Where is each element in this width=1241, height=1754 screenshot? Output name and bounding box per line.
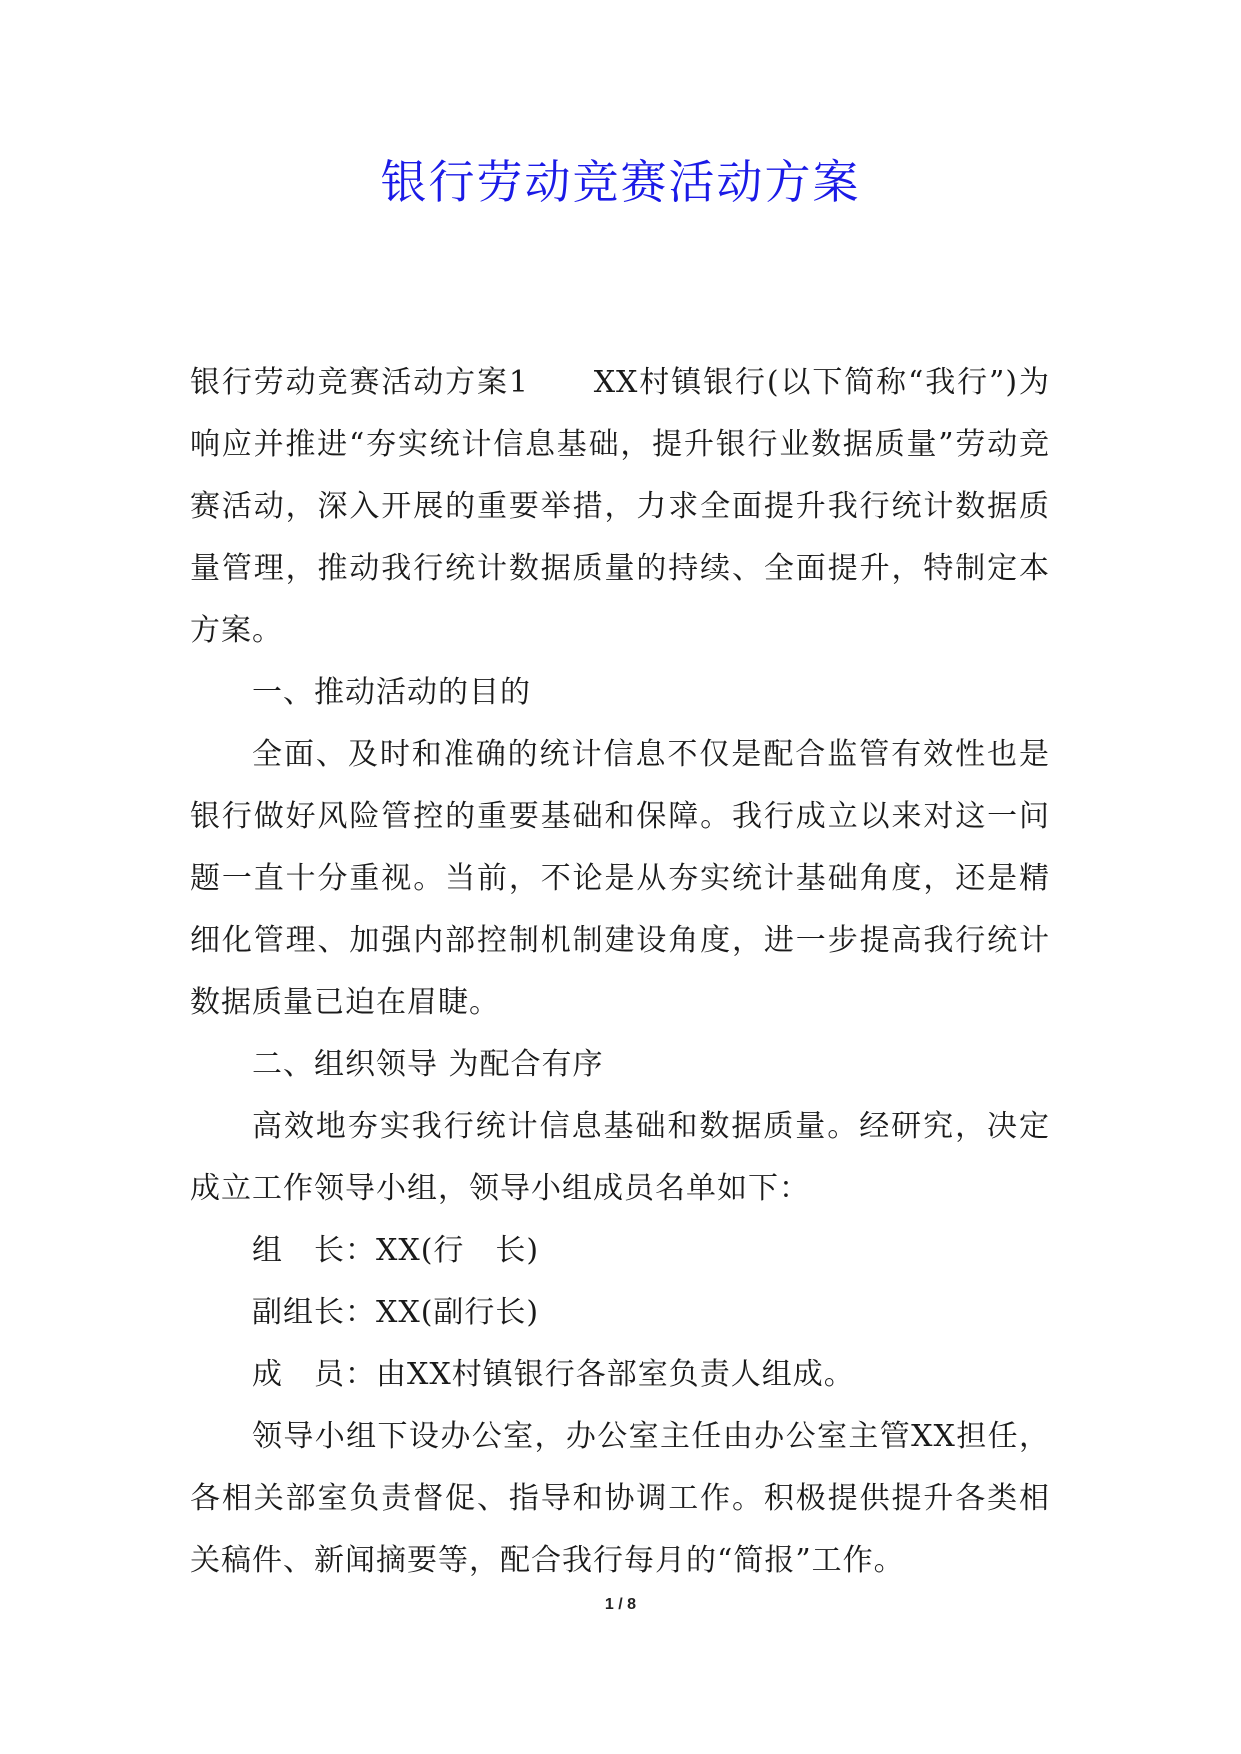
page-number: 1 / 8 (604, 1596, 637, 1613)
section-heading-organization: 二、组织领导 为配合有序 (252, 1047, 604, 1082)
document-title: 银行劳动竞赛活动方案 (380, 155, 861, 209)
section-heading-purpose: 一、推动活动的目的 (252, 675, 531, 710)
office-paragraph: 领导小组下设办公室，办公室主任由办公室主管XX担任，各相关部室负责督促、指导和协调工作。积极提供提升各类相关稿件、新闻摘要等，配合我行每月的“简报”工作。 (190, 1419, 1050, 1578)
members-line: 成 员：由XX村镇银行各部室负责人组成。 (252, 1357, 855, 1392)
purpose-paragraph: 全面、及时和准确的统计信息不仅是配合监管有效性也是银行做好风险管控的重要基础和保障。我行成立以来对这一问题一直十分重视。当前，不论是从夯实统计基础角度，还是精细化管理、加强内部控制机制建设角度，进一步提高我行统计数据质量已迫在眉睫。 (190, 737, 1050, 1020)
deputy-leader-line: 副组长：XX(副行长) (252, 1295, 540, 1330)
document-body (190, 352, 1050, 1592)
organization-paragraph: 高效地夯实我行统计信息基础和数据质量。经研究，决定成立工作领导小组，领导小组成员名单如下： (190, 1109, 1050, 1206)
leader-line: 组 长：XX(行 长) (252, 1233, 540, 1268)
intro-paragraph: 银行劳动竞赛活动方案1 XX村镇银行(以下简称“我行”)为响应并推进“夯实统计信息基础，提升银行业数据质量”劳动竞赛活动，深入开展的重要举措，力求全面提升我行统计数据质量管理，推动我行统计数据质量的持续、全面提升，特制定本方案。 (190, 365, 1050, 648)
